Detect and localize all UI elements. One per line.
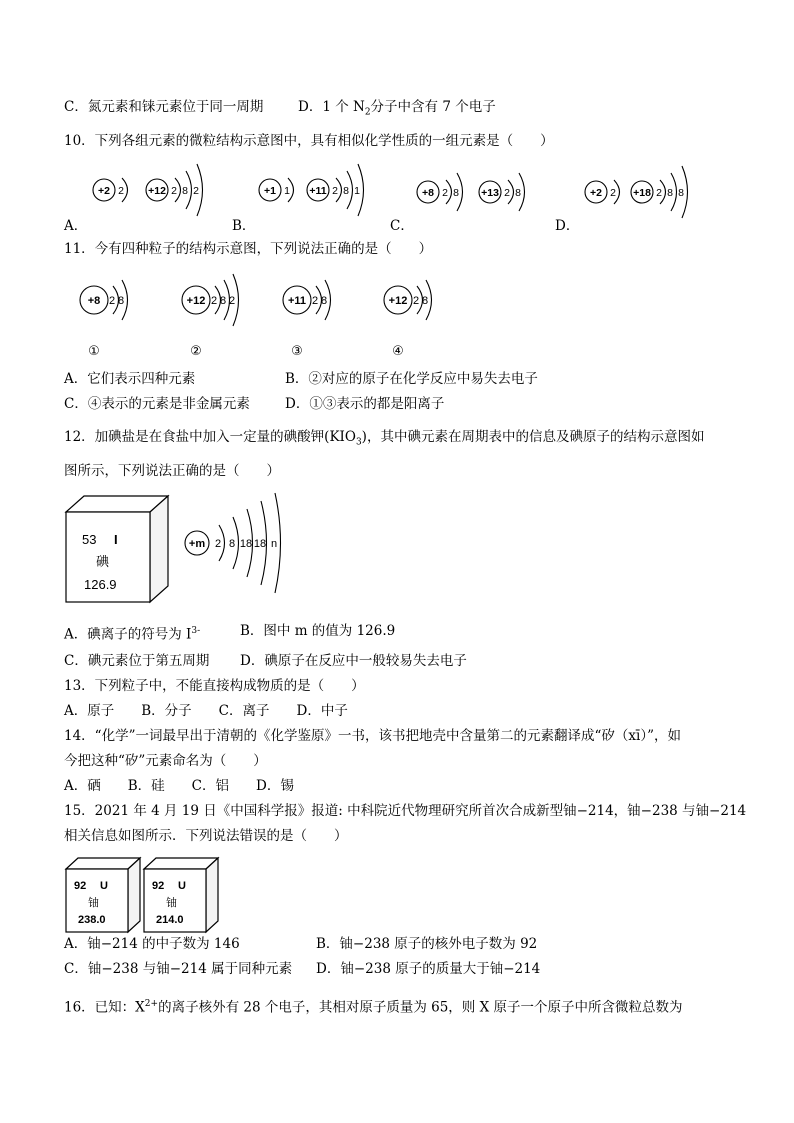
particle-number-label: ① [88, 343, 100, 358]
nucleus-charge: +18 [633, 186, 651, 199]
shell-electron-count: 2 [442, 186, 448, 199]
shell-electron-count: 2 [656, 186, 662, 199]
q16-stem: 16．已知：$X^{2+}$的离子核外有 28 个电子，其相对原子质量为 65，则 X 原子一个原子中所含微粒总数为 [64, 999, 683, 1016]
q15-option-d: D．铀−238 原子的质量大于铀−214 [316, 961, 541, 977]
nucleus-charge: +m [188, 537, 206, 550]
iodine-name: 碘 [96, 554, 110, 569]
q12-option-d: D．碘原子在反应中一般较易失去电子 [240, 653, 467, 669]
svg-text:铀: 铀 [88, 897, 99, 909]
uranium-214-cell [140, 855, 220, 935]
iodine-mass: 126.9 [84, 577, 117, 592]
q10-label-b: B． [232, 218, 256, 234]
q10-label-a: A． [64, 218, 88, 234]
svg-text:214.0: 214.0 [156, 914, 184, 926]
shell-electron-count: 8 [453, 186, 459, 199]
q10-atom-0 [93, 178, 128, 202]
q12-stem-line2: 图所示，下列说法正确的是（ ） [64, 463, 280, 479]
nucleus-charge: +2 [98, 184, 110, 197]
q10-atom-4 [417, 173, 463, 211]
nucleus-charge: +12 [148, 184, 166, 197]
q11-stem: 11．今有四种粒子的结构示意图，下列说法正确的是（ ） [64, 241, 433, 257]
nucleus-charge: +8 [87, 294, 101, 307]
particle-number-label: ④ [392, 343, 404, 358]
iodine-atomic-number: 53 [82, 532, 97, 547]
shell-electron-count: 2 [193, 184, 199, 197]
uranium-238-cell [62, 855, 142, 935]
shell-electron-count: 2 [108, 294, 116, 307]
nucleus-charge: +11 [309, 184, 327, 197]
nucleus-charge: +12 [388, 294, 408, 307]
svg-text:U: U [178, 880, 186, 892]
shell-electron-count: 2 [228, 294, 236, 307]
q11-diagrams [0, 262, 794, 362]
q15-option-a: A．铀−214 的中子数为 146 [64, 936, 240, 952]
q11-atom-2 [283, 280, 331, 320]
shell-electron-count: 18 [253, 537, 267, 550]
nucleus-charge: +2 [590, 186, 602, 199]
shell-electron-count: 8 [343, 184, 349, 197]
svg-text:238.0: 238.0 [78, 914, 106, 926]
particle-number-label: ② [190, 343, 202, 358]
nucleus-charge: +1 [264, 184, 276, 197]
nucleus-charge: +8 [422, 186, 434, 199]
q12-stem-line1: 12．加碘盐是在食盐中加入一定量的碘酸钾$(KIO_3)$，其中碘元素在周期表中的信息及碘原子的结构示意图如 [64, 429, 705, 448]
q10-atom-6 [585, 180, 620, 204]
shell-electron-count: 2 [171, 184, 177, 197]
q9-option-c: C．氮元素和铼元素位于同一周期 [64, 99, 264, 115]
nucleus-charge: +11 [287, 294, 307, 307]
shell-electron-count: 2 [412, 294, 420, 307]
q9-option-d: D．1 个 $N_2$分子中含有 7 个电子 [298, 99, 496, 118]
q15-option-b: B．铀−238 原子的核外电子数为 92 [316, 936, 538, 952]
shell-electron-count: n [270, 537, 278, 550]
shell-electron-count: 2 [504, 186, 510, 199]
shell-electron-count: 8 [320, 294, 328, 307]
shell-electron-count: 8 [228, 537, 236, 550]
iodine-periodic-cell [62, 494, 172, 604]
q11-atom-0 [80, 280, 128, 320]
q10-atom-3 [307, 164, 364, 216]
q13-options: A．原子 B．分子 C．离子 D．中子 [64, 703, 348, 719]
nucleus-charge: +12 [186, 294, 206, 307]
q12-option-b: B．图中 m 的值为 126.9 [240, 623, 396, 639]
nucleus-charge: +13 [481, 186, 499, 199]
svg-text:U: U [100, 880, 108, 892]
shell-electron-count: 8 [219, 294, 227, 307]
q11-atom-3 [384, 280, 432, 320]
svg-text:92: 92 [152, 880, 165, 892]
shell-electron-count: 2 [332, 184, 338, 197]
shell-electron-count: 8 [515, 186, 521, 199]
q12-option-a: A．碘离子的符号为 $I^{3-}$ [64, 626, 201, 643]
q14-options: A．硒 B．硅 C．铝 D．锡 [64, 778, 294, 794]
iodine-atom-diagram [170, 485, 430, 605]
q14-stem-line2: 今把这种“矽”元素命名为（ ） [64, 753, 267, 769]
shell-electron-count: 8 [667, 186, 673, 199]
particle-number-label: ③ [291, 343, 303, 358]
shell-electron-count: 8 [678, 186, 684, 199]
shell-electron-count: 1 [354, 184, 360, 197]
q10-atom-7 [631, 166, 688, 218]
q14-stem-line1: 14．“化学”一词最早出于清朝的《化学鉴原》一书，该书把地壳中含量第二的元素翻译成“矽（xī）”，如 [64, 728, 681, 744]
q13-stem: 13．下列粒子中，不能直接构成物质的是（ ） [64, 678, 365, 694]
shell-electron-count: 8 [182, 184, 188, 197]
shell-electron-count: 2 [118, 184, 124, 197]
shell-electron-count: 2 [610, 186, 616, 199]
iodine-symbol: I [114, 532, 118, 547]
q11-atom-1 [182, 274, 239, 326]
q11-option-d: D．①③表示的都是阳离子 [285, 396, 445, 412]
shell-electron-count: 18 [239, 537, 253, 550]
q11-option-b: B．②对应的原子在化学反应中易失去电子 [285, 371, 538, 387]
q15-stem-line1: 15．2021 年 4 月 19 日《中国科学报》报道: 中科院近代物理研究所首次合成新型铀−214，铀−238 与铀−214 [64, 803, 747, 819]
iodine-atom [185, 493, 281, 593]
shell-electron-count: 8 [117, 294, 125, 307]
q15-option-c: C．铀−238 与铀−214 属于同种元素 [64, 961, 293, 977]
q11-option-c: C．④表示的元素是非金属元素 [64, 396, 250, 412]
q10-atom-1 [146, 164, 203, 216]
q10-label-c: C． [390, 218, 414, 234]
q10-atom-2 [259, 178, 294, 202]
shell-electron-count: 2 [311, 294, 319, 307]
q15-stem-line2: 相关信息如图所示．下列说法错误的是（ ） [64, 828, 348, 844]
shell-electron-count: 2 [214, 537, 222, 550]
shell-electron-count: 2 [210, 294, 218, 307]
shell-electron-count: 8 [421, 294, 429, 307]
svg-text:铀: 铀 [166, 897, 177, 909]
q11-option-a: A．它们表示四种元素 [64, 371, 196, 387]
q10-label-d: D． [555, 218, 580, 234]
svg-text:92: 92 [74, 880, 87, 892]
shell-electron-count: 1 [284, 184, 290, 197]
q12-option-c: C．碘元素位于第五周期 [64, 653, 210, 669]
q10-stem: 10．下列各组元素的微粒结构示意图中，具有相似化学性质的一组元素是（ ） [64, 133, 554, 149]
q10-atom-5 [479, 173, 525, 211]
